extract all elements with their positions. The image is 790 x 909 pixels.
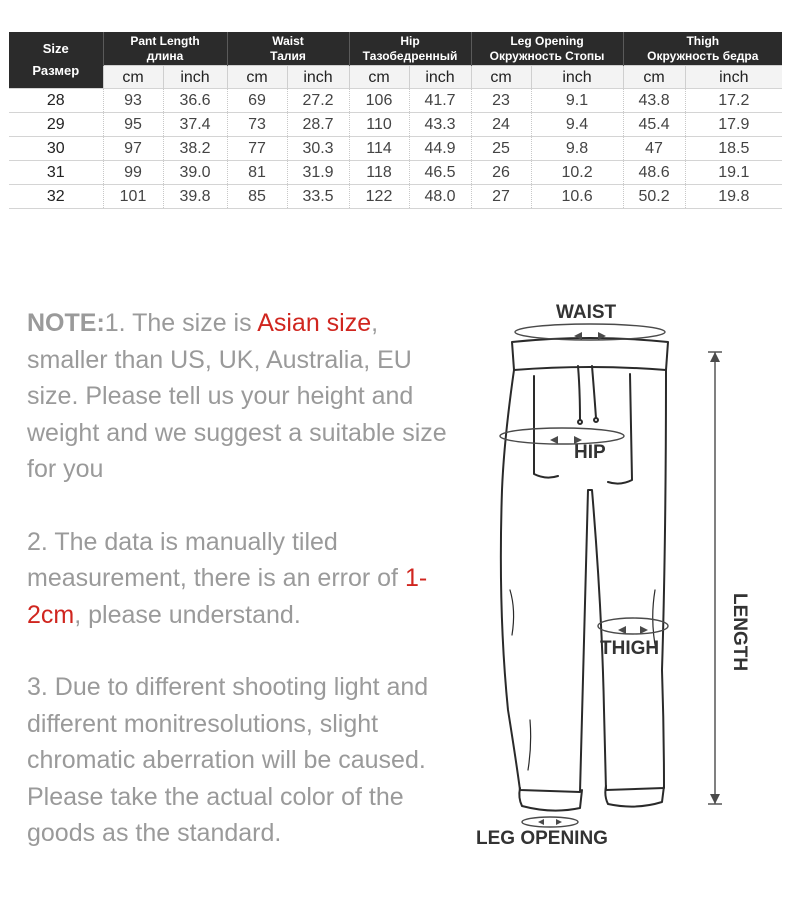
- table-cell: 43.8: [623, 89, 685, 113]
- table-cell: 24: [471, 113, 531, 137]
- note-highlight: Asian size: [257, 309, 372, 337]
- table-cell: 122: [349, 185, 409, 209]
- leg-opening-label: LEG OPENING: [476, 828, 608, 849]
- group-en: Waist: [272, 33, 304, 48]
- note-text: , smaller than US, UK, Australia, EU size. Please tell us your height and weight and we suggest a suitable size for you: [27, 309, 447, 483]
- table-cell: 39.0: [163, 161, 227, 185]
- table-row: [9, 113, 782, 137]
- group-ru: длина: [146, 48, 184, 63]
- leg-opening-measure-ellipse: [522, 817, 578, 827]
- table-cell: 77: [227, 137, 287, 161]
- table-cell: 73: [227, 113, 287, 137]
- size-header-en: Size: [42, 41, 69, 56]
- table-cell: 93: [103, 89, 163, 113]
- table-cell: 85: [227, 185, 287, 209]
- table-cell: 27.2: [287, 89, 349, 113]
- group-en: Pant Length: [130, 33, 200, 48]
- table-cell: 25: [471, 137, 531, 161]
- pants-measurement-diagram: [470, 290, 780, 870]
- table-cell: 17.9: [685, 113, 782, 137]
- table-cell: 50.2: [623, 185, 685, 209]
- unit-header: inch: [685, 66, 782, 89]
- unit-header: cm: [227, 66, 287, 89]
- thigh-measure-ellipse: [598, 618, 668, 634]
- note-paragraph-1: [27, 305, 457, 488]
- table-cell: 29: [9, 113, 103, 137]
- unit-header: inch: [287, 66, 349, 89]
- table-row: [9, 89, 782, 113]
- table-cell: 37.4: [163, 113, 227, 137]
- group-header-pant-length: [103, 32, 227, 66]
- table-cell: 27: [471, 185, 531, 209]
- note-paragraph-2: [27, 524, 457, 634]
- hip-label: HIP: [574, 442, 606, 463]
- note-label: NOTE:: [27, 309, 105, 337]
- table-cell: 30.3: [287, 137, 349, 161]
- size-column-header: [9, 32, 103, 89]
- table-cell: 99: [103, 161, 163, 185]
- table-row: [9, 137, 782, 161]
- table-cell: 69: [227, 89, 287, 113]
- table-cell: 43.3: [409, 113, 471, 137]
- table-cell: 38.2: [163, 137, 227, 161]
- table-cell: 106: [349, 89, 409, 113]
- table-cell: 28: [9, 89, 103, 113]
- waist-label: WAIST: [556, 302, 617, 323]
- pants-outline: [470, 290, 780, 870]
- unit-header: cm: [471, 66, 531, 89]
- table-cell: 10.2: [531, 161, 623, 185]
- table-cell: 39.8: [163, 185, 227, 209]
- table-cell: 41.7: [409, 89, 471, 113]
- table-cell: 110: [349, 113, 409, 137]
- table-cell: 9.1: [531, 89, 623, 113]
- table-cell: 114: [349, 137, 409, 161]
- group-header-waist: [227, 32, 349, 66]
- note-paragraph-3: [27, 669, 457, 852]
- table-cell: 17.2: [685, 89, 782, 113]
- group-en: Leg Opening: [510, 33, 584, 48]
- table-cell: 9.8: [531, 137, 623, 161]
- table-cell: 31: [9, 161, 103, 185]
- unit-header: cm: [349, 66, 409, 89]
- note-text: 1. The size is: [104, 309, 258, 337]
- table-cell: 97: [103, 137, 163, 161]
- table-cell: 118: [349, 161, 409, 185]
- table-cell: 101: [103, 185, 163, 209]
- note-text: 2. The data is manually tiled measurement, there is an error of: [27, 527, 405, 592]
- table-cell: 45.4: [623, 113, 685, 137]
- group-en: Hip: [400, 33, 420, 48]
- table-cell: 95: [103, 113, 163, 137]
- table-cell: 9.4: [531, 113, 623, 137]
- group-en: Thigh: [686, 33, 720, 48]
- table-cell: 48.0: [409, 185, 471, 209]
- group-header-hip: [349, 32, 471, 66]
- group-ru: Тазобедренный: [362, 48, 458, 63]
- table-cell: 32: [9, 185, 103, 209]
- length-label: LENGTH: [729, 593, 750, 672]
- thigh-label: THIGH: [600, 638, 660, 659]
- table-cell: 26: [471, 161, 531, 185]
- table-cell: 81: [227, 161, 287, 185]
- unit-header: inch: [531, 66, 623, 89]
- unit-header: cm: [103, 66, 163, 89]
- size-note: [27, 305, 457, 888]
- table-cell: 23: [471, 89, 531, 113]
- table-cell: 46.5: [409, 161, 471, 185]
- table-cell: 28.7: [287, 113, 349, 137]
- table-cell: 10.6: [531, 185, 623, 209]
- table-cell: 36.6: [163, 89, 227, 113]
- size-chart-table: [9, 32, 782, 209]
- table-cell: 31.9: [287, 161, 349, 185]
- table-cell: 30: [9, 137, 103, 161]
- table-cell: 19.8: [685, 185, 782, 209]
- table-cell: 19.1: [685, 161, 782, 185]
- table-row: [9, 161, 782, 185]
- group-header-leg-opening: [471, 32, 623, 66]
- size-header-ru: Размер: [32, 63, 80, 78]
- table-cell: 48.6: [623, 161, 685, 185]
- note-highlight: 1-2cm: [27, 564, 428, 629]
- group-ru: Талия: [270, 48, 306, 63]
- units-row: [9, 66, 782, 89]
- group-header-thigh: [623, 32, 782, 66]
- unit-header: inch: [163, 66, 227, 89]
- unit-header: cm: [623, 66, 685, 89]
- group-ru: Окружность бедра: [647, 48, 759, 63]
- table-row: [9, 185, 782, 209]
- table-cell: 18.5: [685, 137, 782, 161]
- table-cell: 47: [623, 137, 685, 161]
- unit-header: inch: [409, 66, 471, 89]
- note-text: 3. Due to different shooting light and different monitresolutions, slight chromatic aberration will be caused. Please take the actual color of the goods as the standard.: [27, 673, 429, 847]
- note-text: , please understand.: [74, 600, 301, 629]
- group-ru: Окружность Стопы: [489, 48, 605, 63]
- table-cell: 44.9: [409, 137, 471, 161]
- table-cell: 33.5: [287, 185, 349, 209]
